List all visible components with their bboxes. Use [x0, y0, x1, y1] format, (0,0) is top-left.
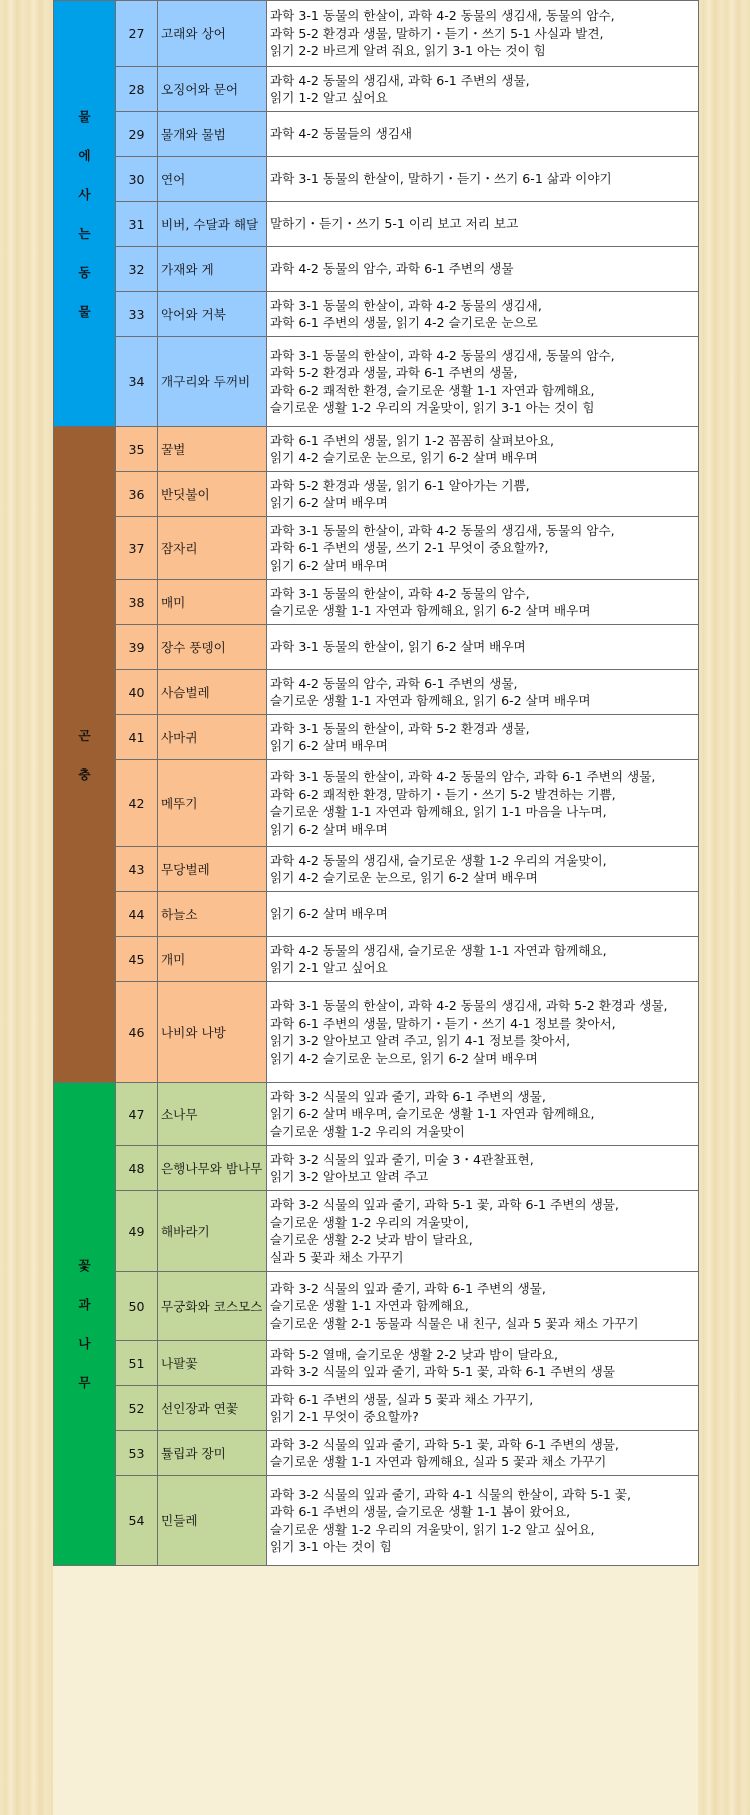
- right-wood-border: [698, 0, 750, 1815]
- curriculum-line: 슬기로운 생활 1-2 우리의 겨울맞이, 읽기 3-1 아는 것이 힘: [270, 400, 595, 415]
- curriculum-line: 과학 4-2 동물들의 생김새: [270, 126, 413, 142]
- book-title: 튤립과 장미: [158, 1431, 267, 1476]
- curriculum-links: [267, 1476, 699, 1566]
- curriculum-line: 슬기로운 생활 1-2 우리의 겨울맞이,: [270, 1214, 469, 1230]
- table-row: [54, 292, 699, 337]
- curriculum-line: 슬기로운 생활 1-1 자연과 함께해요, 실과 5 꽃과 채소 가꾸기: [270, 1454, 607, 1469]
- curriculum-line: 슬기로운 생활 1-2 우리의 겨울맞이, 읽기 1-2 알고 싶어요,: [270, 1521, 595, 1537]
- table-row: [54, 202, 699, 247]
- curriculum-links: [267, 202, 699, 247]
- book-title: 가재와 게: [158, 247, 267, 292]
- book-title: 잠자리: [158, 517, 267, 580]
- curriculum-links: [267, 112, 699, 157]
- table-row: [54, 580, 699, 625]
- curriculum-links: [267, 1146, 699, 1191]
- curriculum-links: [267, 892, 699, 937]
- book-title: 고래와 상어: [158, 1, 267, 67]
- curriculum-line: 과학 4-2 동물의 생김새, 슬기로운 생활 1-1 자연과 함께해요,: [270, 942, 607, 958]
- curriculum-links: [267, 1191, 699, 1272]
- curriculum-links: [267, 1083, 699, 1146]
- curriculum-line: 과학 6-1 주변의 생물, 말하기・듣기・쓰기 4-1 정보를 찾아서,: [270, 1015, 616, 1031]
- table-row: [54, 1191, 699, 1272]
- row-number: 47: [116, 1083, 158, 1146]
- curriculum-line: 읽기 4-2 슬기로운 눈으로, 읽기 6-2 살며 배우며: [270, 450, 538, 465]
- row-number: 54: [116, 1476, 158, 1566]
- category-char: 에: [78, 147, 91, 163]
- curriculum-line: 과학 3-1 동물의 한살이, 읽기 6-2 살며 배우며: [270, 639, 526, 655]
- category-char: 동: [78, 264, 91, 280]
- category-char: 곤: [78, 727, 91, 743]
- curriculum-line: 읽기 6-2 살며 배우며: [270, 738, 388, 753]
- row-number: 36: [116, 472, 158, 517]
- curriculum-line: 읽기 6-2 살며 배우며: [270, 906, 388, 922]
- curriculum-line: 과학 5-2 환경과 생물, 말하기・듣기・쓰기 5-1 사실과 발견,: [270, 25, 604, 41]
- curriculum-links: [267, 937, 699, 982]
- book-title: 오징어와 문어: [158, 67, 267, 112]
- curriculum-line: 읽기 4-2 슬기로운 눈으로, 읽기 6-2 살며 배우며: [270, 870, 538, 885]
- book-title: 은행나무와 밤나무: [158, 1146, 267, 1191]
- book-title: 나팔꽃: [158, 1341, 267, 1386]
- book-title: 비버, 수달과 해달: [158, 202, 267, 247]
- curriculum-line: 읽기 3-2 알아보고 알려 주고: [270, 1169, 429, 1184]
- table-row: [54, 1476, 699, 1566]
- table-row: [54, 892, 699, 937]
- book-title: 무궁화와 코스모스: [158, 1272, 267, 1341]
- curriculum-line: 과학 4-2 동물의 생김새, 슬기로운 생활 1-2 우리의 겨울맞이,: [270, 852, 607, 868]
- category-char: 꽃: [78, 1258, 91, 1273]
- category-char: 나: [78, 1336, 91, 1351]
- table-row: [54, 67, 699, 112]
- row-number: 53: [116, 1431, 158, 1476]
- category-label: [54, 1083, 116, 1566]
- table-row: [54, 337, 699, 427]
- book-title: 메뚜기: [158, 760, 267, 847]
- left-wood-border: [0, 0, 53, 1815]
- curriculum-links: [267, 427, 699, 472]
- curriculum-links: [267, 580, 699, 625]
- table-row: [54, 760, 699, 847]
- curriculum-line: 과학 3-2 식물의 잎과 줄기, 과학 4-1 식물의 한살이, 과학 5-1 꽃,: [270, 1486, 632, 1502]
- curriculum-line: 실과 5 꽃과 채소 가꾸기: [270, 1249, 404, 1265]
- row-number: 43: [116, 847, 158, 892]
- curriculum-links: [267, 715, 699, 760]
- row-number: 27: [116, 1, 158, 67]
- curriculum-links: [267, 247, 699, 292]
- book-title: 장수 풍뎅이: [158, 625, 267, 670]
- row-number: 52: [116, 1386, 158, 1431]
- table-row: [54, 847, 699, 892]
- curriculum-links: [267, 1272, 699, 1341]
- category-label: [54, 427, 116, 1083]
- curriculum-links: [267, 1431, 699, 1476]
- table-row: [54, 1272, 699, 1341]
- book-title: 사마귀: [158, 715, 267, 760]
- row-number: 37: [116, 517, 158, 580]
- curriculum-table: [53, 0, 699, 1566]
- book-title: 연어: [158, 157, 267, 202]
- table-row: [54, 1341, 699, 1386]
- curriculum-line: 슬기로운 생활 1-1 자연과 함께해요, 읽기 6-2 살며 배우며: [270, 603, 591, 618]
- curriculum-line: 읽기 6-2 살며 배우며, 슬기로운 생활 1-1 자연과 함께해요,: [270, 1106, 595, 1122]
- curriculum-line: 읽기 6-2 살며 배우며: [270, 495, 388, 510]
- row-number: 42: [116, 760, 158, 847]
- curriculum-links: [267, 67, 699, 112]
- table-row: [54, 1431, 699, 1476]
- curriculum-links: [267, 472, 699, 517]
- curriculum-line: 읽기 6-2 살며 배우며: [270, 557, 388, 573]
- table-row: [54, 517, 699, 580]
- curriculum-line: 과학 5-2 환경과 생물, 과학 6-1 주변의 생물,: [270, 365, 518, 380]
- table-row: [54, 1, 699, 67]
- curriculum-line: 과학 3-1 동물의 한살이, 과학 4-2 동물의 생김새, 동물의 암수,: [270, 522, 615, 538]
- book-title: 선인장과 연꽃: [158, 1386, 267, 1431]
- row-number: 49: [116, 1191, 158, 1272]
- row-number: 30: [116, 157, 158, 202]
- curriculum-line: 읽기 6-2 살며 배우며: [270, 821, 388, 837]
- curriculum-line: 과학 6-1 주변의 생물, 쓰기 2-1 무엇이 중요할까?,: [270, 540, 549, 556]
- curriculum-links: [267, 982, 699, 1083]
- curriculum-links: [267, 760, 699, 847]
- row-number: 51: [116, 1341, 158, 1386]
- category-char: 물: [78, 108, 91, 124]
- curriculum-line: 슬기로운 생활 1-1 자연과 함께해요, 읽기 6-2 살며 배우며: [270, 693, 591, 708]
- curriculum-line: 과학 3-1 동물의 한살이, 과학 4-2 동물의 생김새, 동물의 암수,: [270, 347, 615, 363]
- table-row: [54, 247, 699, 292]
- curriculum-line: 과학 4-2 동물의 생김새, 과학 6-1 주변의 생물,: [270, 72, 530, 88]
- category-char: 무: [78, 1375, 91, 1390]
- table-row: [54, 427, 699, 472]
- curriculum-line: 과학 3-1 동물의 한살이, 과학 4-2 동물의 암수, 과학 6-1 주변의 생물,: [270, 769, 656, 784]
- curriculum-links: [267, 670, 699, 715]
- curriculum-line: 읽기 2-2 바르게 알려 줘요, 읽기 3-1 아는 것이 힘: [270, 43, 546, 59]
- book-title: 나비와 나방: [158, 982, 267, 1083]
- curriculum-line: 읽기 3-1 아는 것이 힘: [270, 1539, 392, 1554]
- table-row: [54, 982, 699, 1083]
- category-label: [54, 1, 116, 427]
- curriculum-links: [267, 517, 699, 580]
- row-number: 48: [116, 1146, 158, 1191]
- curriculum-line: 슬기로운 생활 1-1 자연과 함께해요, 읽기 1-1 마음을 나누며,: [270, 804, 607, 819]
- curriculum-line: 과학 6-1 주변의 생물, 읽기 4-2 슬기로운 눈으로: [270, 315, 538, 330]
- book-title: 민들레: [158, 1476, 267, 1566]
- curriculum-line: 과학 3-2 식물의 잎과 줄기, 미술 3・4관찰표현,: [270, 1151, 534, 1167]
- curriculum-line: 슬기로운 생활 2-1 동물과 식물은 내 친구, 실과 5 꽃과 채소 가꾸기: [270, 1315, 639, 1331]
- curriculum-line: 과학 6-2 쾌적한 환경, 말하기・듣기・쓰기 5-2 발견하는 기쁨,: [270, 786, 616, 802]
- row-number: 32: [116, 247, 158, 292]
- curriculum-line: 과학 4-2 동물의 암수, 과학 6-1 주변의 생물,: [270, 675, 518, 691]
- curriculum-line: 말하기・듣기・쓰기 5-1 이리 보고 저리 보고: [270, 216, 519, 232]
- curriculum-links: [267, 1, 699, 67]
- book-title: 반딧불이: [158, 472, 267, 517]
- curriculum-line: 과학 3-2 식물의 잎과 줄기, 과학 5-1 꽃, 과학 6-1 주변의 생물,: [270, 1436, 619, 1452]
- row-number: 35: [116, 427, 158, 472]
- curriculum-line: 읽기 2-1 알고 싶어요: [270, 960, 388, 975]
- book-title: 매미: [158, 580, 267, 625]
- curriculum-links: [267, 292, 699, 337]
- row-number: 33: [116, 292, 158, 337]
- book-title: 꿀벌: [158, 427, 267, 472]
- table-row: [54, 1386, 699, 1431]
- book-title: 개미: [158, 937, 267, 982]
- category-char: 과: [78, 1297, 91, 1312]
- book-title: 소나무: [158, 1083, 267, 1146]
- category-char: 충: [78, 766, 91, 782]
- curriculum-line: 과학 3-1 동물의 한살이, 말하기・듣기・쓰기 6-1 삶과 이야기: [270, 171, 612, 187]
- table-row: [54, 1146, 699, 1191]
- curriculum-line: 슬기로운 생활 1-2 우리의 겨울맞이: [270, 1123, 465, 1139]
- book-title: 개구리와 두꺼비: [158, 337, 267, 427]
- row-number: 44: [116, 892, 158, 937]
- table-row: [54, 112, 699, 157]
- curriculum-line: 과학 3-1 동물의 한살이, 과학 4-2 동물의 생김새,: [270, 297, 542, 313]
- curriculum-line: 과학 6-2 쾌적한 환경, 슬기로운 생활 1-1 자연과 함께해요,: [270, 382, 595, 398]
- curriculum-links: [267, 1341, 699, 1386]
- row-number: 29: [116, 112, 158, 157]
- table-row: [54, 625, 699, 670]
- table-row: [54, 715, 699, 760]
- curriculum-line: 과학 6-1 주변의 생물, 읽기 1-2 꼼꼼히 살펴보아요,: [270, 432, 554, 448]
- curriculum-line: 읽기 2-1 무엇이 중요할까?: [270, 1409, 419, 1424]
- curriculum-links: [267, 157, 699, 202]
- curriculum-line: 과학 5-2 열매, 슬기로운 생활 2-2 낮과 밤이 달라요,: [270, 1346, 558, 1362]
- curriculum-line: 과학 3-1 동물의 한살이, 과학 4-2 동물의 암수,: [270, 585, 530, 601]
- category-char: 는: [78, 225, 91, 241]
- curriculum-links: [267, 337, 699, 427]
- table-row: [54, 157, 699, 202]
- table-row: [54, 1083, 699, 1146]
- row-number: 50: [116, 1272, 158, 1341]
- category-char: 물: [78, 303, 91, 319]
- book-title: 악어와 거북: [158, 292, 267, 337]
- table-row: [54, 670, 699, 715]
- row-number: 38: [116, 580, 158, 625]
- row-number: 40: [116, 670, 158, 715]
- book-title: 무당벌레: [158, 847, 267, 892]
- row-number: 31: [116, 202, 158, 247]
- curriculum-line: 과학 3-2 식물의 잎과 줄기, 과학 6-1 주변의 생물,: [270, 1280, 546, 1296]
- curriculum-line: 과학 6-1 주변의 생물, 슬기로운 생활 1-1 봄이 왔어요,: [270, 1504, 571, 1519]
- row-number: 45: [116, 937, 158, 982]
- row-number: 41: [116, 715, 158, 760]
- curriculum-line: 과학 3-1 동물의 한살이, 과학 5-2 환경과 생물,: [270, 720, 530, 736]
- book-title: 해바라기: [158, 1191, 267, 1272]
- curriculum-links: [267, 625, 699, 670]
- curriculum-line: 과학 4-2 동물의 암수, 과학 6-1 주변의 생물: [270, 261, 514, 277]
- row-number: 39: [116, 625, 158, 670]
- curriculum-line: 과학 3-2 식물의 잎과 줄기, 과학 5-1 꽃, 과학 6-1 주변의 생물: [270, 1364, 615, 1379]
- curriculum-links: [267, 847, 699, 892]
- curriculum-line: 과학 3-2 식물의 잎과 줄기, 과학 6-1 주변의 생물,: [270, 1088, 546, 1104]
- curriculum-line: 과학 3-1 동물의 한살이, 과학 4-2 동물의 생김새, 동물의 암수,: [270, 8, 615, 24]
- table-row: [54, 472, 699, 517]
- curriculum-line: 슬기로운 생활 2-2 낮과 밤이 달라요,: [270, 1232, 473, 1247]
- curriculum-line: 과학 3-1 동물의 한살이, 과학 4-2 동물의 생김새, 과학 5-2 환경과 생물,: [270, 998, 668, 1013]
- row-number: 46: [116, 982, 158, 1083]
- curriculum-links: [267, 1386, 699, 1431]
- curriculum-line: 읽기 1-2 알고 싶어요: [270, 90, 388, 105]
- curriculum-line: 슬기로운 생활 1-1 자연과 함께해요,: [270, 1298, 469, 1314]
- curriculum-line: 과학 3-2 식물의 잎과 줄기, 과학 5-1 꽃, 과학 6-1 주변의 생물,: [270, 1197, 619, 1212]
- book-title: 사슴벌레: [158, 670, 267, 715]
- book-title: 물개와 물범: [158, 112, 267, 157]
- curriculum-line: 읽기 3-2 알아보고 알려 주고, 읽기 4-1 정보를 찾아서,: [270, 1033, 571, 1048]
- book-title: 하늘소: [158, 892, 267, 937]
- category-char: 사: [78, 186, 91, 202]
- curriculum-line: 과학 5-2 환경과 생물, 읽기 6-1 알아가는 기쁨,: [270, 477, 530, 493]
- row-number: 34: [116, 337, 158, 427]
- curriculum-line: 읽기 4-2 슬기로운 눈으로, 읽기 6-2 살며 배우며: [270, 1050, 538, 1066]
- row-number: 28: [116, 67, 158, 112]
- curriculum-line: 과학 6-1 주변의 생물, 실과 5 꽃과 채소 가꾸기,: [270, 1391, 534, 1407]
- table-row: [54, 937, 699, 982]
